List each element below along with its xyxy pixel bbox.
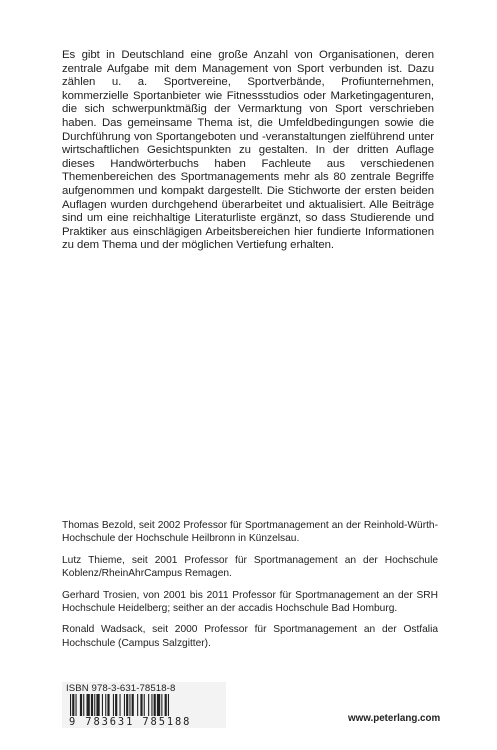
isbn-text: ISBN 978-3-631-78518-8	[66, 683, 176, 694]
back-cover-blurb: Es gibt in Deutschland eine große Anzahl von Organisationen, deren zentrale Aufgabe mit dem Management von Sport verbunden ist. Dazu zählen u. a. Sportvereine, Sportverbände, Profiunternehmen, kommerzielle Sportanbieter wie Fitnessstudios oder Marketingagenturen, die sich schwerpunktmäßig der Vermarktung von Sport verschrieben haben. Das gemeinsame Thema ist, die Umfeldbedingungen sowie die Durchführung von Sportangeboten und -veranstaltungen zielführend unter wirtschaftlichen Gesichtspunkten zu gestalten. In der dritten Auflage dieses Handwörterbuchs haben Fachleute aus verschiedenen Themenbereichen des Sportmanagements mehr als 80 zentrale Begriffe aufgenommen und kompakt dargestellt. Die Stichworte der ersten beiden Auflagen wurden durchgehend überarbeitet und aktualisiert. Alle Beiträge sind um eine reichhaltige Literaturliste ergänzt, so dass Studierende und Praktiker aus einschlägigen Arbeitsbereichen hier fundierte Informationen zu dem Thema und der möglichen Vertiefung erhalten.	[62, 49, 434, 252]
author-bio: Gerhard Trosien, von 2001 bis 2011 Professor für Sportmanagement an der SRH Hochschule Heidelberg; seither an der accadis Hochschule Bad Homburg.	[62, 589, 438, 615]
author-bio: Lutz Thieme, seit 2001 Professor für Sportmanagement an der Hochschule Koblenz/RheinAhrCampus Remagen.	[62, 554, 438, 580]
barcode-digits: 9 783631 785188	[69, 716, 192, 728]
author-bio: Thomas Bezold, seit 2002 Professor für Sportmanagement an der Reinhold-Würth-Hochschule der Hochschule Heilbronn in Künzelsau.	[62, 520, 438, 545]
author-bios	[62, 519, 438, 658]
isbn-barcode	[62, 682, 226, 728]
publisher-website: www.peterlang.com	[348, 713, 441, 724]
author-bio: Ronald Wadsack, seit 2000 Professor für Sportmanagement an der Ostfalia Hochschule (Campus Salzgitter).	[62, 624, 438, 649]
